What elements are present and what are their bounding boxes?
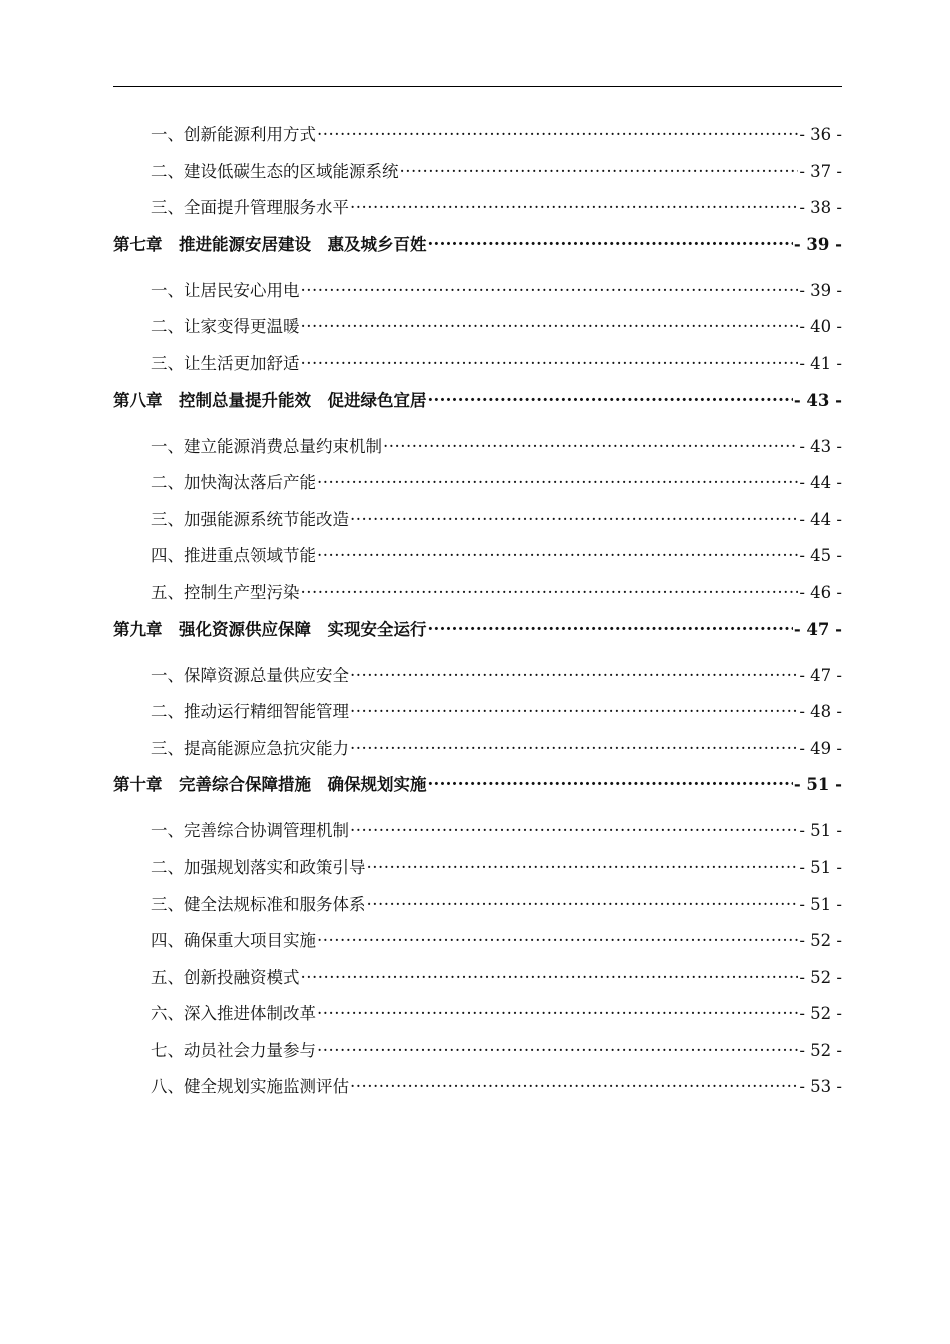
- toc-chapter-label: 第十章 完善综合保障措施 确保规划实施: [113, 775, 427, 795]
- dot-leader: [301, 963, 799, 983]
- toc-page-number: - 52 -: [799, 931, 842, 951]
- dot-leader: [317, 1036, 798, 1056]
- toc-page-number: - 49 -: [799, 738, 842, 758]
- toc-entry-label: 六、深入推进体制改革: [151, 1004, 316, 1024]
- toc-chapter-row[interactable]: [113, 386, 842, 410]
- toc-page-number: - 47 -: [793, 619, 842, 639]
- toc-entry-label: 三、让生活更加舒适: [151, 353, 300, 373]
- toc-section-row[interactable]: [113, 963, 842, 987]
- toc-page-number: - 44 -: [799, 509, 842, 529]
- toc-page-number: - 39 -: [799, 280, 842, 300]
- toc-section-row[interactable]: [113, 1072, 842, 1097]
- table-of-contents: [113, 120, 842, 1109]
- toc-chapter-label: 第八章 控制总量提升能效 促进绿色宜居: [113, 390, 427, 410]
- dot-leader: [428, 230, 793, 250]
- toc-entry-label: 二、加快淘汰落后产能: [151, 473, 316, 493]
- toc-page-number: - 46 -: [799, 582, 842, 602]
- toc-entry-label: 四、推进重点领域节能: [151, 546, 316, 566]
- toc-entry-label: 三、提高能源应急抗灾能力: [151, 738, 349, 758]
- toc-section-row[interactable]: [113, 661, 842, 685]
- toc-page-number: - 37 -: [799, 161, 842, 181]
- toc-chapter-row[interactable]: [113, 615, 842, 639]
- toc-section-row[interactable]: [113, 276, 842, 300]
- toc-section-row[interactable]: [113, 157, 842, 181]
- toc-page-number: - 51 -: [799, 821, 842, 841]
- toc-section-row[interactable]: [113, 312, 842, 337]
- dot-leader: [317, 541, 798, 561]
- dot-leader: [317, 120, 798, 140]
- toc-entry-label: 二、建设低碳生态的区域能源系统: [151, 161, 399, 181]
- dot-leader: [317, 926, 798, 946]
- toc-page-number: - 43 -: [799, 436, 842, 456]
- toc-page-number: - 47 -: [799, 665, 842, 685]
- toc-entry-label: 二、推动运行精细智能管理: [151, 702, 349, 722]
- toc-entry-label: 三、全面提升管理服务水平: [151, 198, 349, 218]
- toc-chapter-label: 第七章 推进能源安居建设 惠及城乡百姓: [113, 234, 427, 254]
- toc-page-number: - 52 -: [799, 967, 842, 987]
- dot-leader: [400, 157, 799, 177]
- dot-leader: [428, 386, 793, 406]
- toc-entry-label: 一、建立能源消费总量约束机制: [151, 436, 382, 456]
- toc-entry-label: 一、保障资源总量供应安全: [151, 665, 349, 685]
- toc-page-number: - 41 -: [799, 353, 842, 373]
- dot-leader: [383, 432, 798, 452]
- toc-section-row[interactable]: [113, 926, 842, 951]
- toc-entry-label: 七、动员社会力量参与: [151, 1040, 316, 1060]
- toc-entry-label: 八、健全规划实施监测评估: [151, 1077, 349, 1097]
- toc-page-number: - 36 -: [799, 125, 842, 144]
- toc-page-number: - 51 -: [799, 857, 842, 877]
- toc-page-number: - 38 -: [799, 198, 842, 218]
- toc-section-row[interactable]: [113, 734, 842, 758]
- dot-leader: [301, 276, 799, 296]
- dot-leader: [301, 349, 799, 369]
- toc-section-row[interactable]: [113, 432, 842, 456]
- dot-leader: [350, 661, 798, 681]
- dot-leader: [367, 853, 799, 873]
- toc-page-number: - 48 -: [799, 702, 842, 722]
- toc-entry-label: 一、让居民安心用电: [151, 280, 300, 300]
- toc-section-row[interactable]: [113, 697, 842, 722]
- toc-section-row[interactable]: [113, 349, 842, 373]
- dot-leader: [350, 193, 798, 213]
- toc-page-number: - 44 -: [799, 473, 842, 493]
- dot-leader: [317, 999, 798, 1019]
- dot-leader: [350, 505, 798, 525]
- toc-page-number: - 51 -: [793, 775, 842, 795]
- toc-section-row[interactable]: [113, 999, 842, 1024]
- toc-page-number: - 43 -: [793, 390, 842, 410]
- dot-leader: [317, 468, 798, 488]
- toc-entry-label: 一、完善综合协调管理机制: [151, 821, 349, 841]
- toc-section-row[interactable]: [113, 468, 842, 493]
- dot-leader: [350, 1072, 798, 1092]
- toc-section-row[interactable]: [113, 505, 842, 529]
- toc-page-number: - 39 -: [793, 234, 842, 254]
- toc-page-number: - 52 -: [799, 1004, 842, 1024]
- toc-section-row[interactable]: [113, 193, 842, 218]
- toc-section-row[interactable]: [113, 578, 842, 602]
- toc-entry-label: 五、控制生产型污染: [151, 582, 300, 602]
- header-rule: [113, 86, 842, 87]
- toc-entry-label: 五、创新投融资模式: [151, 967, 300, 987]
- toc-section-row[interactable]: [113, 890, 842, 914]
- toc-page-number: - 40 -: [799, 317, 842, 337]
- dot-leader: [350, 734, 798, 754]
- toc-entry-label: 三、加强能源系统节能改造: [151, 509, 349, 529]
- toc-section-row[interactable]: [113, 816, 842, 841]
- toc-chapter-row[interactable]: [113, 230, 842, 254]
- toc-entry-label: 四、确保重大项目实施: [151, 931, 316, 951]
- toc-entry-label: 二、加强规划落实和政策引导: [151, 857, 366, 877]
- toc-chapter-row[interactable]: [113, 770, 842, 795]
- toc-page-number: - 53 -: [799, 1077, 842, 1097]
- dot-leader: [350, 816, 798, 836]
- dot-leader: [301, 578, 799, 598]
- toc-section-row[interactable]: [113, 120, 842, 144]
- toc-page-number: - 52 -: [799, 1040, 842, 1060]
- toc-entry-label: 二、让家变得更温暖: [151, 317, 300, 337]
- toc-section-row[interactable]: [113, 541, 842, 566]
- dot-leader: [428, 770, 793, 790]
- toc-entry-label: 一、创新能源利用方式: [151, 125, 316, 144]
- toc-section-row[interactable]: [113, 1036, 842, 1060]
- toc-page-number: - 45 -: [799, 546, 842, 566]
- toc-entry-label: 三、健全法规标准和服务体系: [151, 894, 366, 914]
- toc-page-number: - 51 -: [799, 894, 842, 914]
- toc-section-row[interactable]: [113, 853, 842, 877]
- dot-leader: [428, 615, 793, 635]
- toc-chapter-label: 第九章 强化资源供应保障 实现安全运行: [113, 619, 427, 639]
- dot-leader: [301, 312, 799, 332]
- dot-leader: [350, 697, 798, 717]
- dot-leader: [367, 890, 799, 910]
